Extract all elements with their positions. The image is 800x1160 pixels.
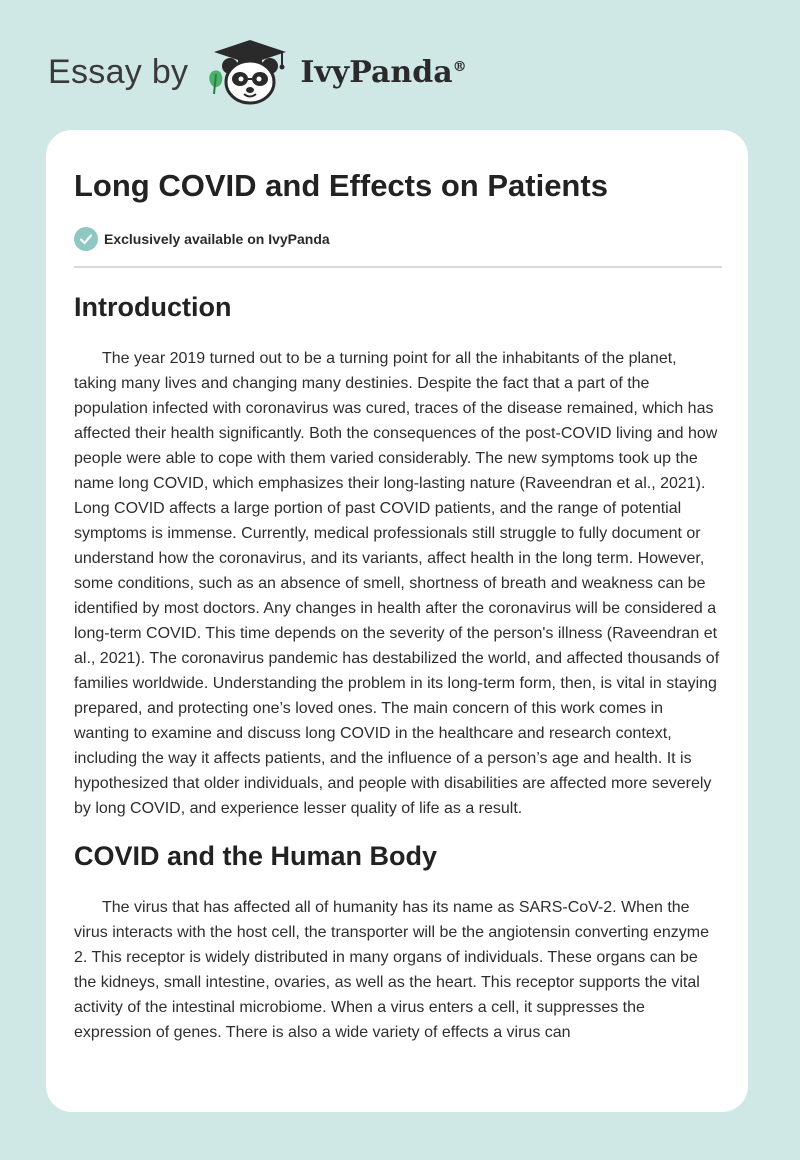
- brand-prefix: Essay by: [48, 52, 189, 91]
- section-heading-covid-human-body: COVID and the Human Body: [74, 841, 438, 871]
- check-icon: [74, 227, 98, 251]
- brand-name: IvyPanda®: [300, 54, 467, 90]
- essay-card: [46, 130, 748, 1112]
- brand-header: [48, 36, 467, 108]
- divider: [74, 266, 722, 268]
- badge-label: Exclusively available on IvyPanda: [104, 231, 330, 247]
- paragraph-covid-human-body: The virus that has affected all of humanity has its name as SARS-CoV-2. When the virus interacts with the host cell, the transporter will be the angiotensin converting enzyme 2. This receptor is widely distributed in many organs of individuals. These organs can be the kidneys, small intestine, ovaries, as well as the heart. This receptor supports the vital activity of the intestinal microbiome. When a virus enters a cell, it suppresses the expression of genes. There is also a wide variety of effects a virus can: [74, 899, 709, 1041]
- exclusive-badge: [74, 226, 722, 252]
- section-heading-introduction: Introduction: [74, 292, 232, 322]
- panda-graduate-icon: [202, 36, 294, 108]
- paragraph-introduction: The year 2019 turned out to be a turning point for all the inhabitants of the planet, taking many lives and changing many destinies. Despite the fact that a part of the population infected with coronavirus was cured, traces of the disease remained, which has affected their health significantly. Both the consequences of the post-COVID living and how people were able to cope with them varied considerably. The new symptoms took up the name long COVID, which emphasizes their long-lasting nature (Raveendran et al., 2021). Long COVID affects a large portion of past COVID patients, and the range of potential symptoms is immense. Currently, medical professionals still struggle to fully document or understand how the coronavirus, and its variants, affect health in the long term. However, some conditions, such as an absence of smell, shortness of breath and weakness can be identified by most doctors. Any changes in health after the coronavirus will be considered a long-term COVID. This time depends on the severity of the person's illness (Raveendran et al., 2021). The coronavirus pandemic has destabilized the world, and affected thousands of families worldwide. Understanding the problem in its long-term form, then, is vital in staying prepared, and protecting one’s loved ones. The main concern of this work comes in wanting to examine and discuss long COVID in the healthcare and research context, including the way it affects patients, and the influence of a person’s age and health. It is hypothesized that older individuals, and people with disabilities are affected more severely by long COVID, and experience lesser quality of life as a result.: [74, 350, 720, 817]
- page-title: Long COVID and Effects on Patients: [74, 168, 608, 203]
- registered-mark: ®: [452, 58, 467, 75]
